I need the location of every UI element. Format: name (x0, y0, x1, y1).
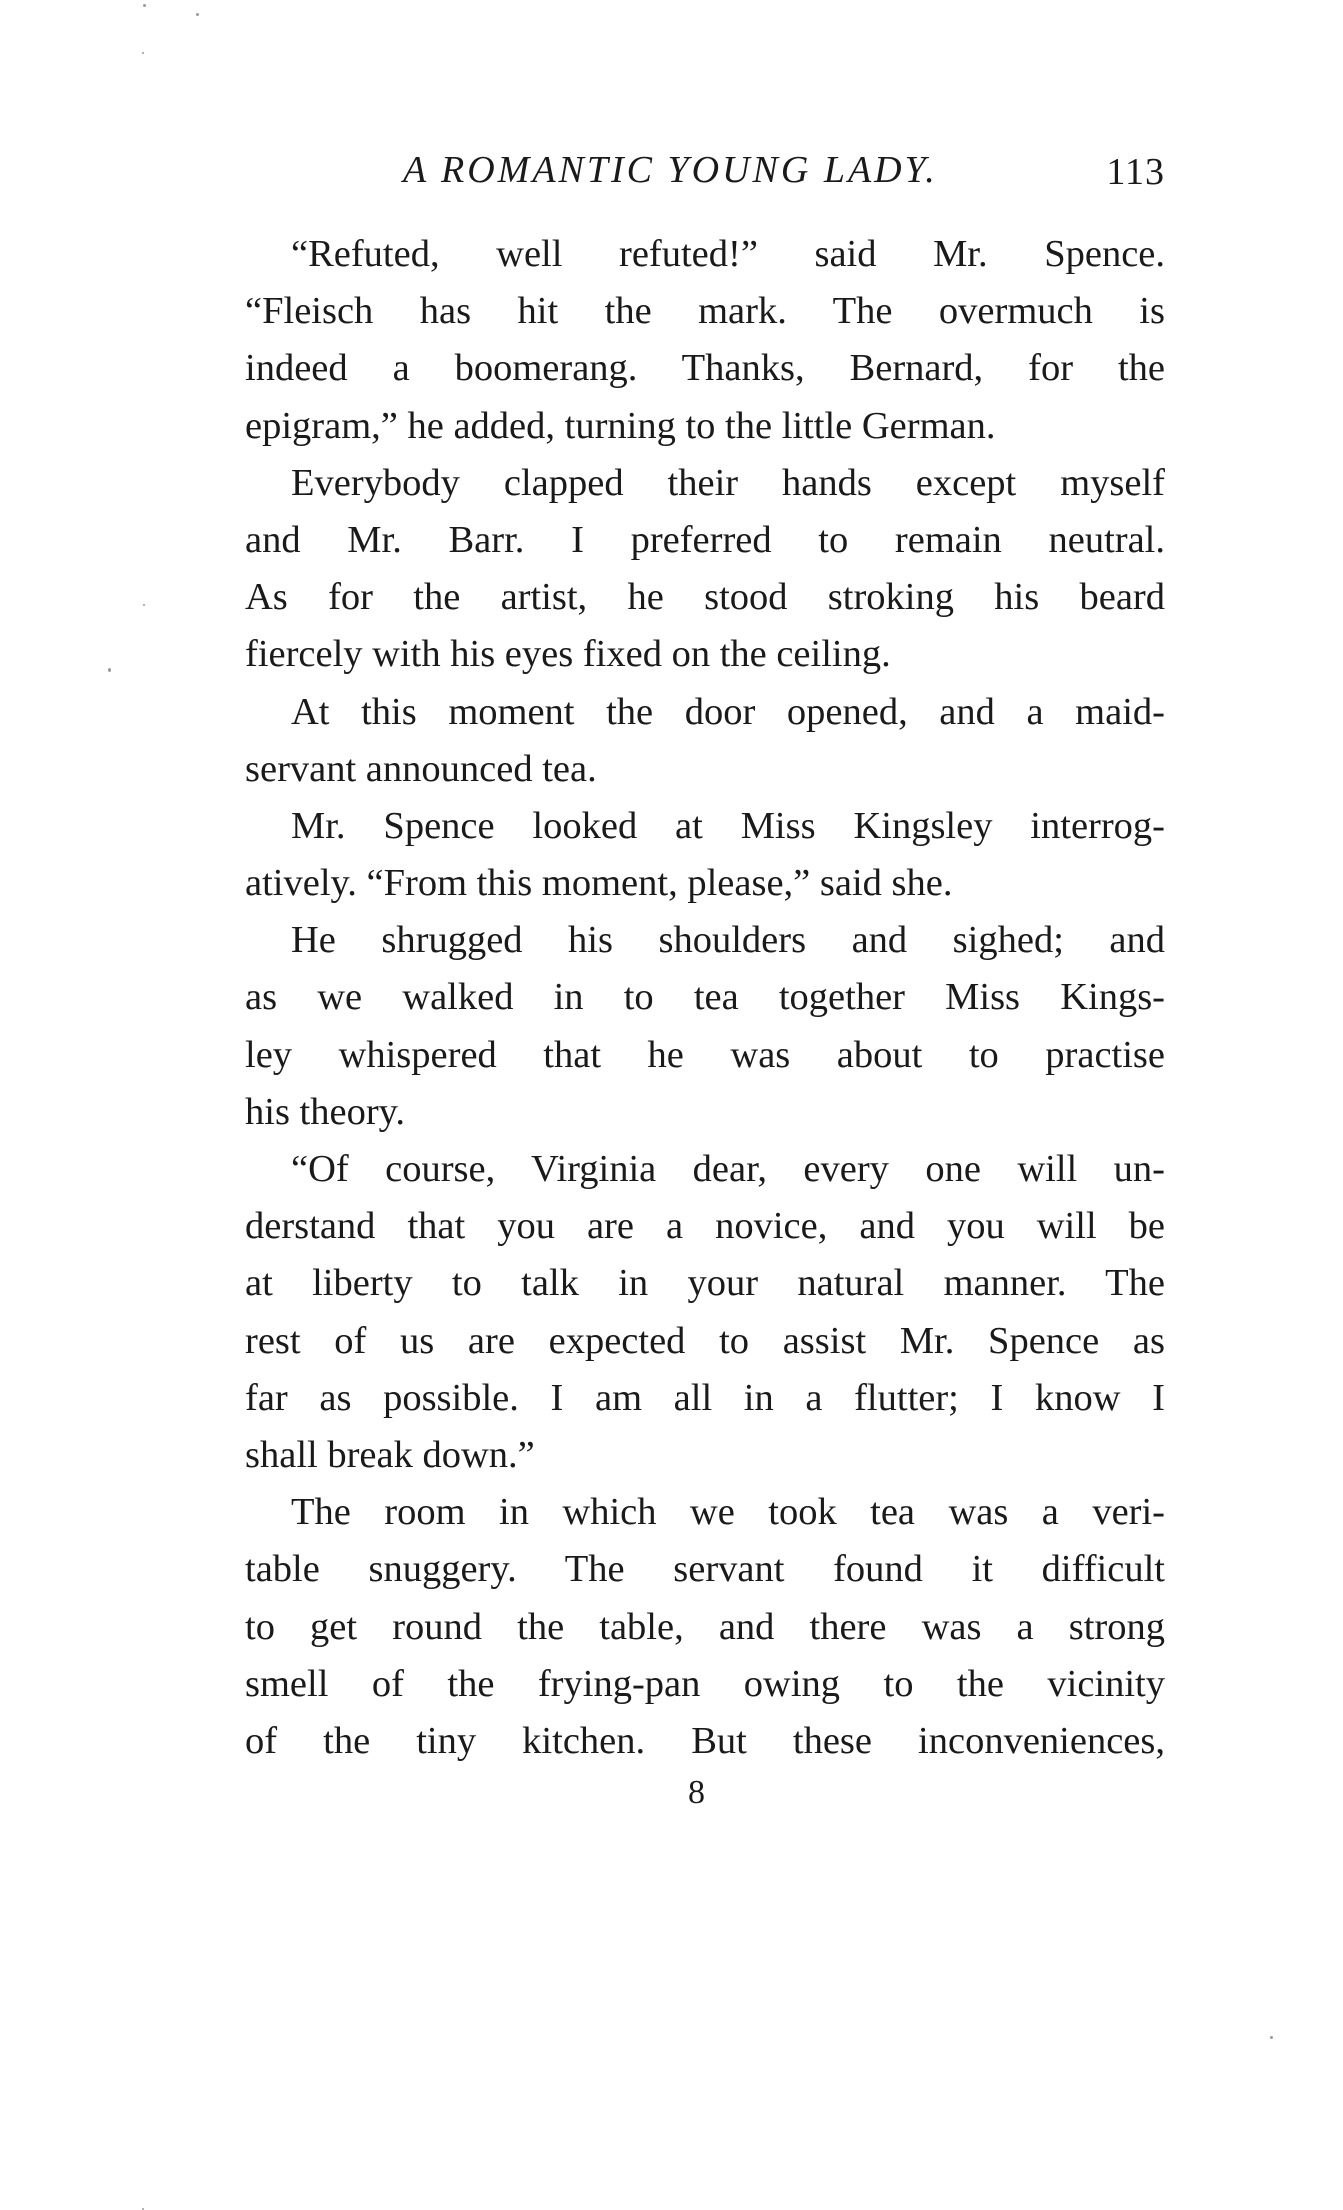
body-text (245, 226, 1165, 1770)
text-line: and Mr. Barr. I preferred to remain neutral. (245, 518, 1165, 561)
text-line: rest of us are expected to assist Mr. Spence as (245, 1319, 1165, 1362)
text-line: He shrugged his shoulders and sighed; and (291, 919, 1165, 962)
text-line: far as possible. I am all in a flutter; I know I (245, 1376, 1165, 1419)
text-line: fiercely with his eyes fixed on the ceiling. (245, 633, 891, 676)
text-line: shall break down.” (245, 1433, 535, 1476)
text-line: Everybody clapped their hands except myself (291, 461, 1165, 504)
text-line: epigram,” he added, turning to the little German. (245, 404, 996, 447)
text-line: his theory. (245, 1090, 406, 1133)
running-title: A ROMANTIC YOUNG LADY. (403, 149, 938, 191)
text-line: Mr. Spence looked at Miss Kingsley interrog- (291, 804, 1165, 847)
text-line: The room in which we took tea was a veri- (291, 1491, 1165, 1534)
text-line: of the tiny kitchen. But these inconveniences, (245, 1719, 1165, 1762)
text-line: derstand that you are a novice, and you will be (245, 1205, 1165, 1248)
text-line: indeed a boomerang. Thanks, Bernard, for the (245, 347, 1165, 390)
text-line: at liberty to talk in your natural manner. The (245, 1262, 1165, 1305)
text-line: servant announced tea. (245, 747, 597, 790)
scan-speck (142, 52, 144, 54)
text-line: smell of the frying-pan owing to the vicinity (245, 1662, 1165, 1705)
page-number: 113 (1106, 151, 1165, 193)
scan-speck (196, 13, 199, 16)
text-line: atively. “From this moment, please,” said she. (245, 862, 953, 905)
text-line: “Refuted, well refuted!” said Mr. Spence. (291, 233, 1165, 275)
scan-speck (143, 4, 146, 7)
text-line: ley whispered that he was about to practise (245, 1033, 1165, 1076)
text-line: table snuggery. The servant found it difficult (245, 1548, 1165, 1591)
page-header (245, 148, 1165, 198)
text-line: as we walked in to tea together Miss Kings- (245, 976, 1165, 1019)
text-line: “Of course, Virginia dear, every one will un- (291, 1148, 1165, 1190)
text-line: to get round the table, and there was a strong (245, 1605, 1165, 1648)
scan-speck (143, 604, 145, 606)
scan-speck (108, 668, 111, 672)
text-line: As for the artist, he stood stroking his beard (245, 576, 1165, 619)
scan-speck (1270, 2036, 1273, 2039)
text-line: “Fleisch has hit the mark. The overmuch is (245, 290, 1165, 333)
text-line: At this moment the door opened, and a maid- (291, 690, 1165, 733)
signature-mark: 8 (688, 1774, 705, 1811)
